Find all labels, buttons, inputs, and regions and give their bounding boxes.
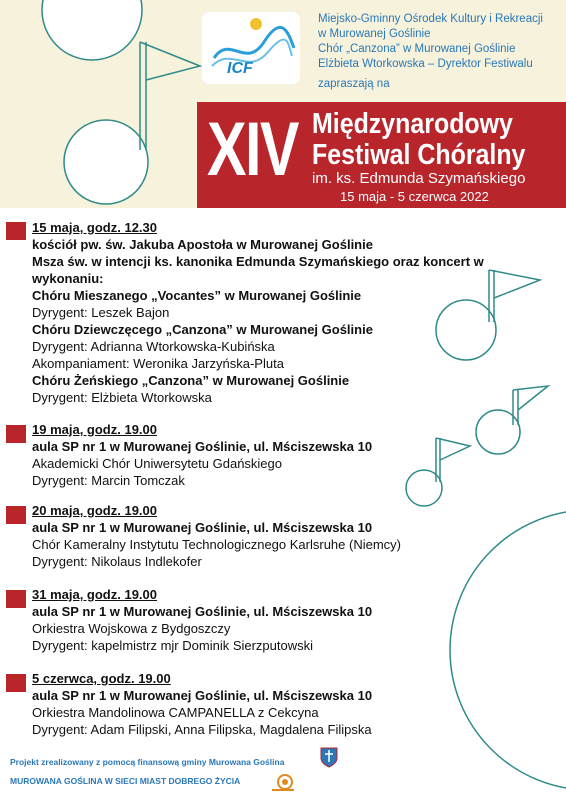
event-marker (6, 506, 26, 524)
event-line: Chór Kameralny Instytutu Technologicznego Karlsruhe (Niemcy) (32, 537, 401, 552)
organizers (318, 12, 543, 72)
event-date: 15 maja, godz. 12.30 (32, 220, 158, 235)
event-line: wykonaniu: (32, 271, 104, 286)
event-marker (6, 674, 26, 692)
event-block (32, 586, 372, 654)
festival-dates: 15 maja - 5 czerwca 2022 (340, 189, 489, 204)
event-line: aula SP nr 1 w Murowanej Goślinie, ul. Mściszewska 10 (32, 688, 373, 703)
event-block (32, 219, 484, 406)
invite-text: zapraszają na (318, 78, 390, 90)
org-line: Elżbieta Wtorkowska – Dyrektor Festiwalu (318, 58, 533, 70)
edition-number: XIV (207, 107, 298, 192)
event-line: Orkiestra Mandolinowa CAMPANELLA z Cekcyna (32, 705, 319, 720)
event-date: 19 maja, godz. 19.00 (32, 422, 158, 437)
festival-patron: im. ks. Edmunda Szymańskiego (312, 170, 526, 187)
event-line: aula SP nr 1 w Murowanej Goślinie, ul. Mściszewska 10 (32, 520, 373, 535)
festival-title-line2: Festiwal Chóralny (312, 139, 526, 171)
event-marker (6, 425, 26, 443)
org-line: Chór „Canzona” w Murowanej Goślinie (318, 43, 516, 55)
event-line: Dyrygent: Leszek Bajon (32, 305, 170, 320)
town-network-note: MUROWANA GOŚLINA W SIECI MIAST DOBREGO ŻYCIA (10, 776, 241, 786)
event-line: aula SP nr 1 w Murowanej Goślinie, ul. Mściszewska 10 (32, 604, 373, 619)
event-line: Orkiestra Wojskowa z Bydgoszczy (32, 621, 231, 636)
event-line: Chóru Dziewczęcego „Canzona” w Murowanej Goślinie (32, 322, 373, 337)
event-line: Dyrygent: Marcin Tomczak (32, 473, 185, 488)
event-marker (6, 590, 26, 608)
event-line: Chóru Żeńskiego „Canzona” w Murowanej Goślinie (32, 373, 350, 388)
cittaslow-snail-icon (270, 772, 296, 794)
event-line: Akompaniament: Weronika Jarzyńska-Pluta (32, 356, 284, 371)
event-line: Dyrygent: Adrianna Wtorkowska-Kubińska (32, 339, 275, 354)
event-block (32, 421, 372, 489)
event-block (32, 502, 401, 570)
event-block (32, 670, 372, 738)
event-line: Msza św. w intencji ks. kanonika Edmunda Szymańskiego oraz koncert w (32, 254, 484, 269)
event-line: kościół pw. św. Jakuba Apostoła w Murowanej Goślinie (32, 237, 373, 252)
event-line: Dyrygent: Adam Filipski, Anna Filipska, Magdalena Filipska (32, 722, 372, 737)
org-line: w Murowanej Goślinie (318, 28, 431, 40)
event-line: aula SP nr 1 w Murowanej Goślinie, ul. Mściszewska 10 (32, 439, 373, 454)
event-date: 20 maja, godz. 19.00 (32, 503, 158, 518)
org-line: Miejsko-Gminny Ośrodek Kultury i Rekreacji (318, 13, 543, 25)
town-crest-icon (320, 746, 338, 768)
logo-text: ICF (227, 60, 253, 77)
event-date: 5 czerwca, godz. 19.00 (32, 671, 171, 686)
event-line: Dyrygent: Nikolaus Indlekofer (32, 554, 202, 569)
event-line: Chóru Mieszanego „Vocantes” w Murowanej Goślinie (32, 288, 362, 303)
festival-title-line1: Międzynarodowy (312, 108, 513, 140)
event-marker (6, 222, 26, 240)
funding-note: Projekt zrealizowany z pomocą finansową gminy Murowana Goślina (10, 757, 285, 767)
event-line: Akademicki Chór Uniwersytetu Gdańskiego (32, 456, 282, 471)
event-line: Dyrygent: kapelmistrz mjr Dominik Sierzputowski (32, 638, 314, 653)
event-line: Dyrygent: Elżbieta Wtorkowska (32, 390, 212, 405)
event-date: 31 maja, godz. 19.00 (32, 587, 158, 602)
